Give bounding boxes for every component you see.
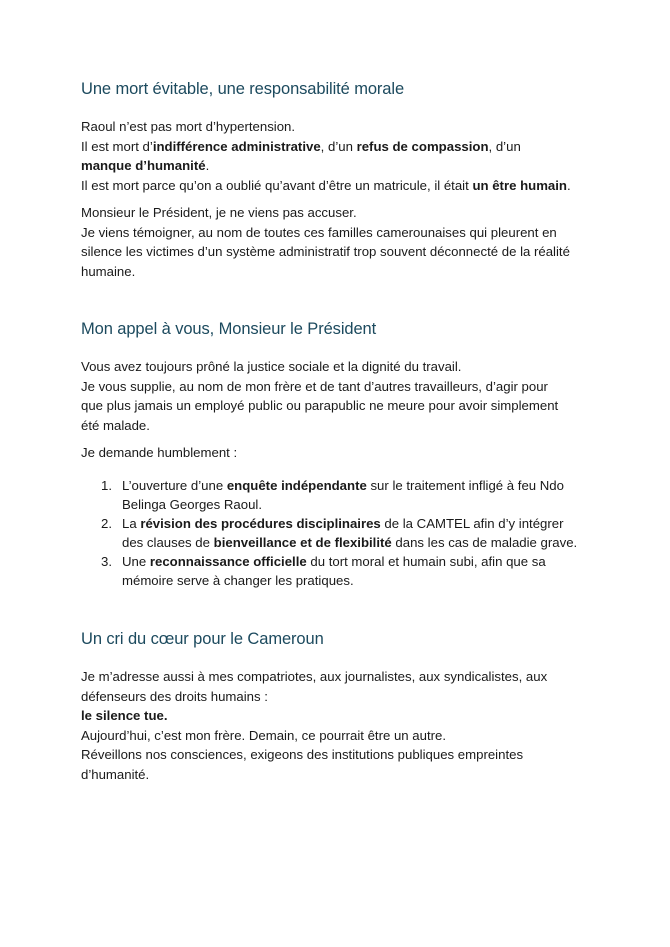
paragraph xyxy=(81,443,611,463)
text-line xyxy=(81,117,611,137)
text-line xyxy=(81,137,611,157)
text-line xyxy=(81,223,611,243)
text-line xyxy=(81,396,611,416)
text: . xyxy=(205,158,210,173)
text-line xyxy=(122,552,601,571)
text-line xyxy=(122,533,601,552)
list-number: 2. xyxy=(101,516,112,531)
text: Raoul n’est pas mort d’hypertension. xyxy=(81,119,296,134)
text-line xyxy=(81,745,611,765)
text: Je m’adresse aussi à mes compatriotes, aux journalistes, aux syndicalistes, aux xyxy=(81,669,548,684)
text: défenseurs des droits humains : xyxy=(81,688,268,704)
text-line xyxy=(81,357,611,377)
text-line xyxy=(81,156,611,176)
bold-text: refus de compassion xyxy=(356,138,489,154)
text: Je vous supplie, au nom de mon frère et de tant d’autres travailleurs, d’agir pour xyxy=(81,378,548,394)
list-item xyxy=(81,476,601,514)
bold-text: enquête indépendante xyxy=(226,478,367,493)
list-number: 3. xyxy=(101,554,112,569)
text: Réveillons nos consciences, exigeons des institutions publiques empreintes xyxy=(81,747,524,762)
section-heading-1: Une mort évitable, une responsabilité morale xyxy=(81,80,405,98)
text: été malade. xyxy=(81,417,150,433)
list-item xyxy=(81,552,601,590)
text-line xyxy=(122,514,601,533)
text: Monsieur le Président, je ne viens pas accuser. xyxy=(81,205,357,220)
text: humaine. xyxy=(81,263,136,279)
text: L’ouverture d’une xyxy=(122,478,227,493)
text: silence les victimes d’un système administratif trop souvent déconnecté de la réalité xyxy=(81,244,570,259)
text: La xyxy=(122,516,141,531)
bold-text: bienveillance et de flexibilité xyxy=(213,535,392,550)
text: Il est mort d’ xyxy=(81,138,153,154)
list-item xyxy=(81,514,601,552)
demands-list xyxy=(81,476,601,590)
text-line xyxy=(122,495,601,514)
paragraph xyxy=(81,203,611,281)
text: dans les cas de maladie grave. xyxy=(391,535,578,550)
text: mémoire serve à changer les pratiques. xyxy=(122,573,354,588)
text: d’humanité. xyxy=(81,766,150,782)
text: du tort moral et humain subi, afin que sa xyxy=(306,554,546,569)
bold-text: un être humain xyxy=(472,177,567,193)
text-line xyxy=(81,706,611,726)
section-heading-3: Un cri du cœur pour le Cameroun xyxy=(81,630,324,648)
text-line xyxy=(81,377,611,397)
bold-text: reconnaissance officielle xyxy=(149,554,307,569)
text: de la CAMTEL afin d’y intégrer xyxy=(380,516,564,531)
list-number: 1. xyxy=(101,478,112,493)
text: Belinga Georges Raoul. xyxy=(122,497,263,512)
paragraph xyxy=(81,667,611,784)
text: Aujourd’hui, c’est mon frère. Demain, ce pourrait être un autre. xyxy=(81,727,447,743)
text: sur le traitement infligé à feu Ndo xyxy=(366,478,564,493)
text-line xyxy=(81,176,611,196)
text-line xyxy=(81,262,611,282)
text-line xyxy=(81,443,611,463)
text: Vous avez toujours prôné la justice sociale et la dignité du travail. xyxy=(81,359,462,374)
text-line xyxy=(81,726,611,746)
text: Il est mort parce qu’on a oublié qu’avant d’être un matricule, il était xyxy=(81,177,473,193)
text-line xyxy=(122,476,601,495)
text: que plus jamais un employé public ou parapublic ne meure pour avoir simplement xyxy=(81,398,559,413)
paragraph xyxy=(81,117,611,195)
text-line xyxy=(81,687,611,707)
text-line xyxy=(81,667,611,687)
text: des clauses de xyxy=(122,535,214,550)
text: Je demande humblement : xyxy=(81,445,238,460)
text-line xyxy=(81,242,611,262)
text-line xyxy=(81,416,611,436)
section-heading-2: Mon appel à vous, Monsieur le Président xyxy=(81,320,377,338)
bold-text: révision des procédures disciplinaires xyxy=(140,516,381,531)
bold-text: indifférence administrative xyxy=(152,138,321,154)
text-line xyxy=(81,203,611,223)
text: Une xyxy=(122,554,150,569)
text: Je viens témoigner, au nom de toutes ces familles camerounaises qui pleurent en xyxy=(81,224,557,240)
bold-text: le silence tue. xyxy=(81,708,168,723)
text-line xyxy=(122,571,601,590)
text-line xyxy=(81,765,611,785)
text: . xyxy=(566,177,571,193)
bold-text: manque d’humanité xyxy=(81,158,206,173)
text: , d’un xyxy=(320,138,357,154)
paragraph xyxy=(81,357,611,435)
text: , d’un xyxy=(488,138,521,154)
